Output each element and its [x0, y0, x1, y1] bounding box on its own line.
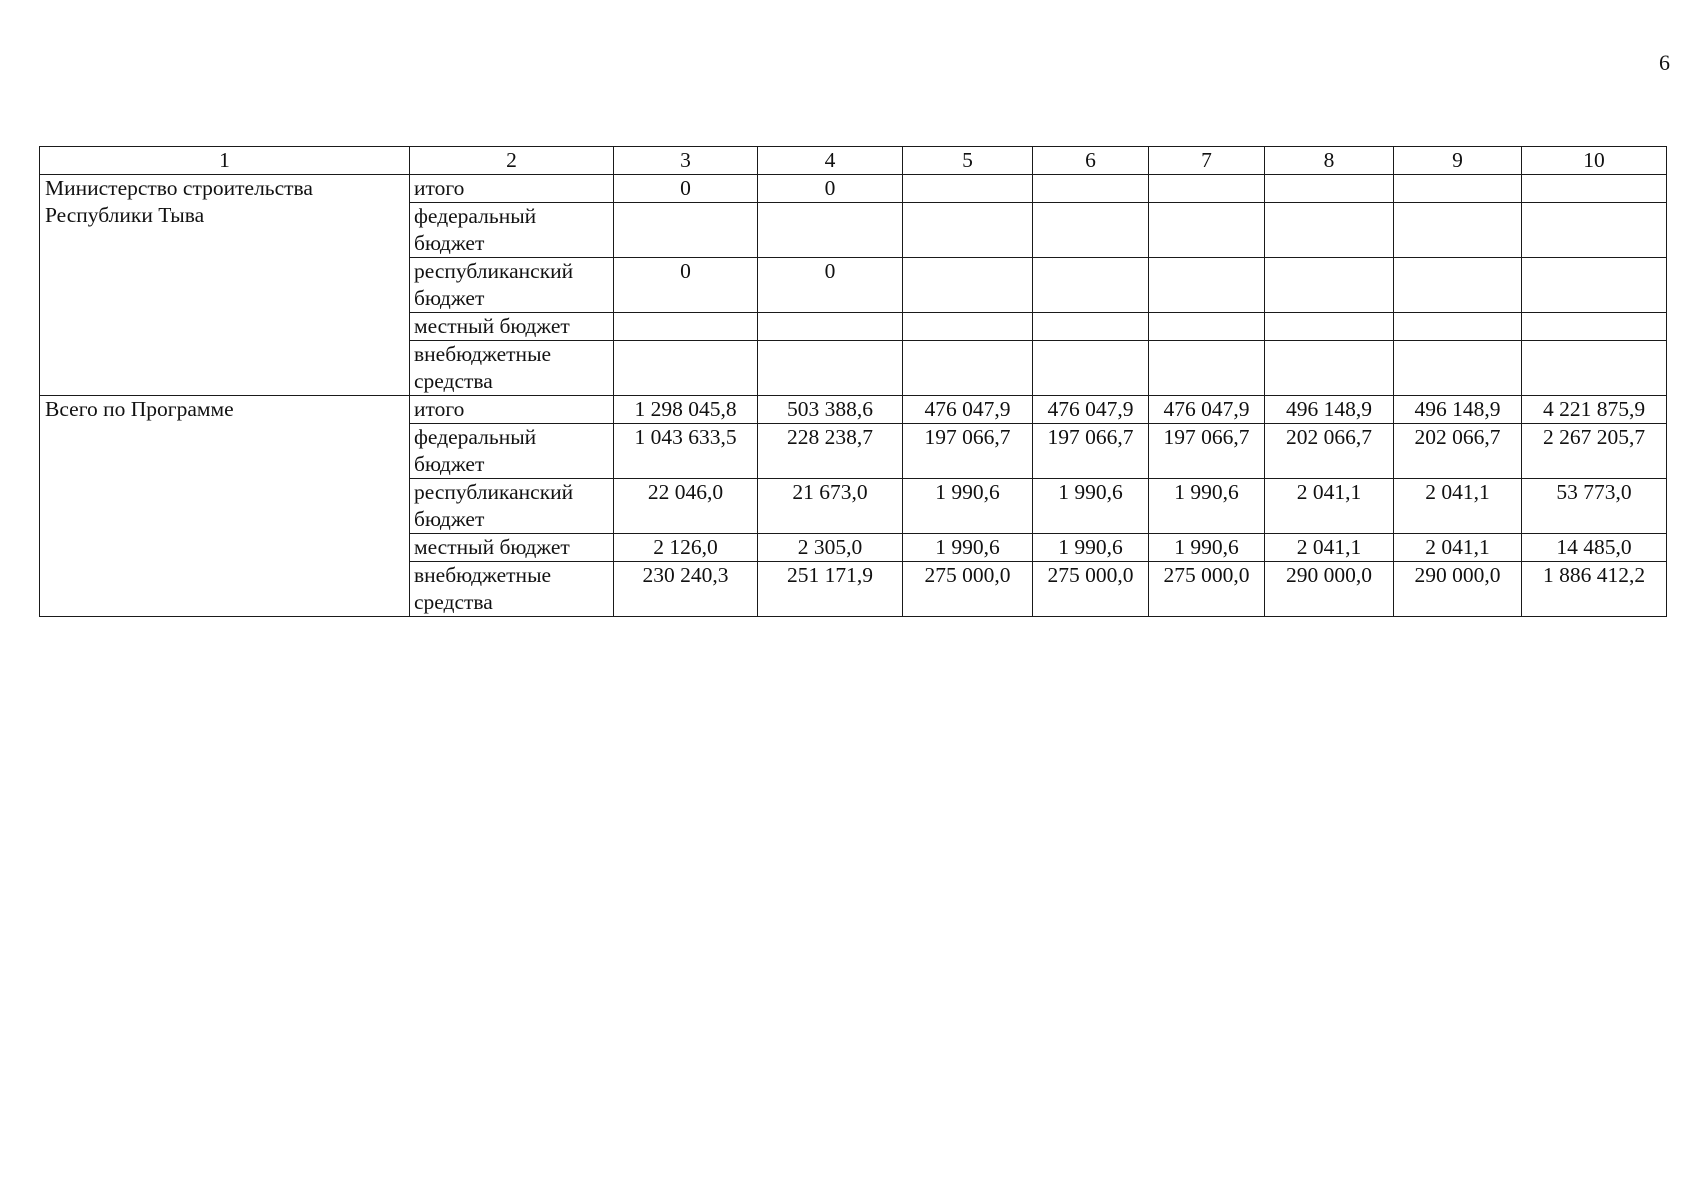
value-cell: [1394, 203, 1522, 258]
value-cell: [758, 313, 903, 341]
value-cell: 476 047,9: [1149, 396, 1265, 424]
header-cell: 8: [1265, 147, 1394, 175]
value-cell: [614, 203, 758, 258]
value-cell: 197 066,7: [1033, 424, 1149, 479]
value-cell: [1033, 203, 1149, 258]
funding-source-cell: внебюджетные средства: [410, 341, 614, 396]
value-cell: 2 305,0: [758, 534, 903, 562]
value-cell: [1522, 258, 1667, 313]
value-cell: 2 041,1: [1265, 534, 1394, 562]
value-cell: 2 041,1: [1394, 479, 1522, 534]
funding-source-cell: итого: [410, 396, 614, 424]
value-cell: 53 773,0: [1522, 479, 1667, 534]
value-cell: 1 990,6: [903, 534, 1033, 562]
value-cell: [903, 175, 1033, 203]
table-row: [40, 175, 1667, 203]
header-cell: 5: [903, 147, 1033, 175]
funding-source-cell: республиканский бюджет: [410, 258, 614, 313]
value-cell: 1 990,6: [1033, 479, 1149, 534]
value-cell: [1033, 175, 1149, 203]
value-cell: [1265, 203, 1394, 258]
header-row: [40, 147, 1667, 175]
header-cell: 4: [758, 147, 903, 175]
value-cell: 2 126,0: [614, 534, 758, 562]
header-cell: 3: [614, 147, 758, 175]
organization-cell: Всего по Программе: [40, 396, 410, 617]
value-cell: [903, 341, 1033, 396]
value-cell: [614, 341, 758, 396]
value-cell: [903, 313, 1033, 341]
value-cell: 1 990,6: [1149, 534, 1265, 562]
value-cell: 2 041,1: [1265, 479, 1394, 534]
value-cell: [1149, 341, 1265, 396]
value-cell: 251 171,9: [758, 562, 903, 617]
value-cell: 275 000,0: [1033, 562, 1149, 617]
table-body: [40, 175, 1667, 617]
value-cell: 1 298 045,8: [614, 396, 758, 424]
value-cell: [1149, 313, 1265, 341]
table-row: [40, 396, 1667, 424]
value-cell: 1 990,6: [1033, 534, 1149, 562]
value-cell: 2 267 205,7: [1522, 424, 1667, 479]
funding-source-cell: местный бюджет: [410, 313, 614, 341]
value-cell: [1394, 341, 1522, 396]
value-cell: 228 238,7: [758, 424, 903, 479]
funding-source-cell: итого: [410, 175, 614, 203]
page-number: 6: [1659, 50, 1670, 75]
value-cell: 2 041,1: [1394, 534, 1522, 562]
header-cell: 6: [1033, 147, 1149, 175]
value-cell: [1149, 203, 1265, 258]
value-cell: [1265, 175, 1394, 203]
value-cell: 496 148,9: [1394, 396, 1522, 424]
value-cell: 0: [758, 175, 903, 203]
value-cell: 1 043 633,5: [614, 424, 758, 479]
value-cell: 0: [614, 175, 758, 203]
value-cell: [1265, 258, 1394, 313]
value-cell: [1394, 175, 1522, 203]
value-cell: 476 047,9: [903, 396, 1033, 424]
value-cell: 1 886 412,2: [1522, 562, 1667, 617]
value-cell: 230 240,3: [614, 562, 758, 617]
value-cell: 290 000,0: [1394, 562, 1522, 617]
value-cell: [1033, 258, 1149, 313]
value-cell: 22 046,0: [614, 479, 758, 534]
value-cell: 197 066,7: [1149, 424, 1265, 479]
value-cell: 275 000,0: [1149, 562, 1265, 617]
value-cell: [1265, 341, 1394, 396]
value-cell: [614, 313, 758, 341]
value-cell: [1394, 313, 1522, 341]
header-cell: 2: [410, 147, 614, 175]
value-cell: 202 066,7: [1265, 424, 1394, 479]
budget-table: [39, 146, 1667, 617]
value-cell: 4 221 875,9: [1522, 396, 1667, 424]
header-cell: 9: [1394, 147, 1522, 175]
value-cell: [1394, 258, 1522, 313]
value-cell: 0: [614, 258, 758, 313]
value-cell: [903, 203, 1033, 258]
value-cell: 1 990,6: [1149, 479, 1265, 534]
value-cell: [1522, 313, 1667, 341]
value-cell: [1149, 175, 1265, 203]
organization-cell: Министерство строительства Республики Тыва: [40, 175, 410, 396]
value-cell: [758, 203, 903, 258]
value-cell: 476 047,9: [1033, 396, 1149, 424]
value-cell: 503 388,6: [758, 396, 903, 424]
value-cell: 275 000,0: [903, 562, 1033, 617]
value-cell: [1522, 341, 1667, 396]
value-cell: 496 148,9: [1265, 396, 1394, 424]
funding-source-cell: федеральный бюджет: [410, 203, 614, 258]
value-cell: [1033, 341, 1149, 396]
header-cell: 1: [40, 147, 410, 175]
header-cell: 10: [1522, 147, 1667, 175]
value-cell: 1 990,6: [903, 479, 1033, 534]
value-cell: 290 000,0: [1265, 562, 1394, 617]
header-cell: 7: [1149, 147, 1265, 175]
value-cell: 0: [758, 258, 903, 313]
funding-source-cell: внебюджетные средства: [410, 562, 614, 617]
value-cell: 14 485,0: [1522, 534, 1667, 562]
value-cell: 21 673,0: [758, 479, 903, 534]
value-cell: [1149, 258, 1265, 313]
value-cell: 197 066,7: [903, 424, 1033, 479]
funding-source-cell: федеральный бюджет: [410, 424, 614, 479]
value-cell: [1265, 313, 1394, 341]
funding-source-cell: местный бюджет: [410, 534, 614, 562]
value-cell: [1522, 203, 1667, 258]
value-cell: [1033, 313, 1149, 341]
funding-source-cell: республиканский бюджет: [410, 479, 614, 534]
value-cell: [1522, 175, 1667, 203]
value-cell: [903, 258, 1033, 313]
value-cell: [758, 341, 903, 396]
value-cell: 202 066,7: [1394, 424, 1522, 479]
